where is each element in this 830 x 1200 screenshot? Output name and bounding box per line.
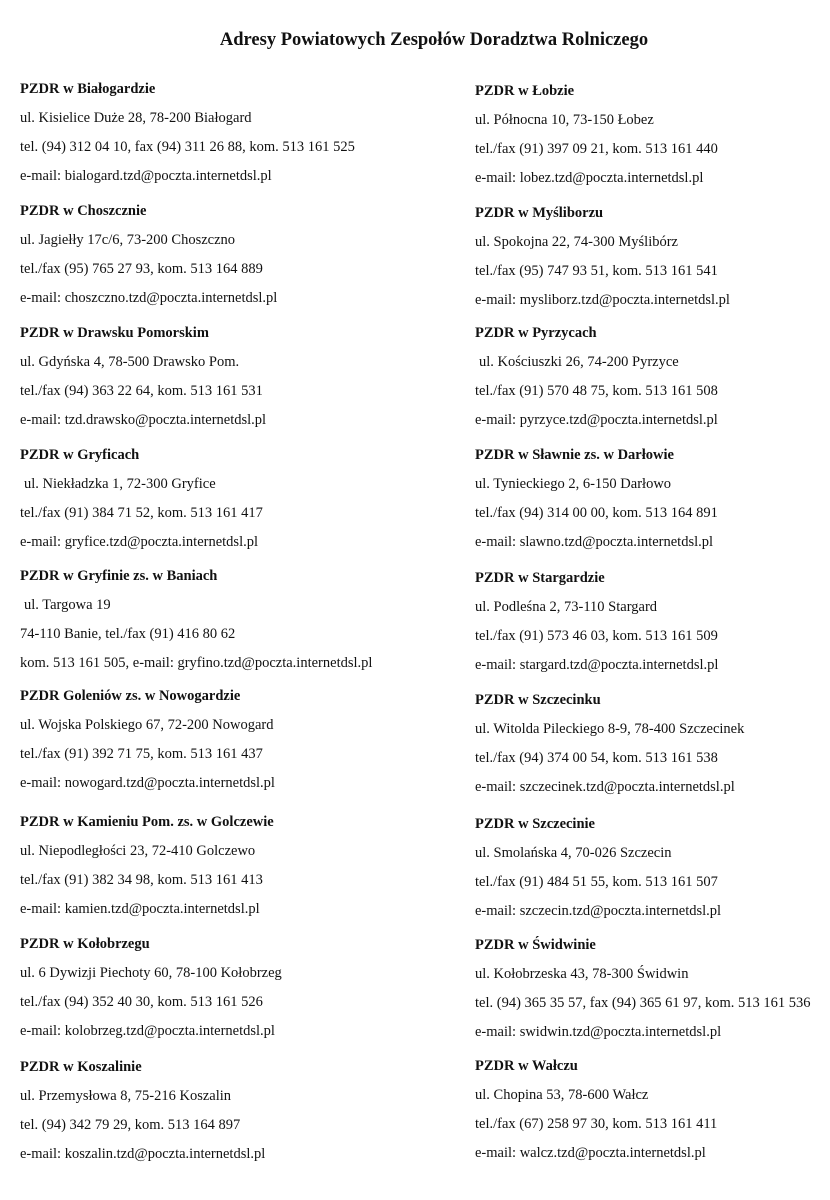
office-entry xyxy=(475,815,825,931)
office-entry xyxy=(20,813,420,929)
address-line: ul. Wojska Polskiego 67, 72-200 Nowogard xyxy=(20,717,274,733)
address-line: ul. Niekładzka 1, 72-300 Gryfice xyxy=(24,476,216,492)
address-line: ul. Niepodległości 23, 72-410 Golczewo xyxy=(20,843,256,859)
office-entry xyxy=(475,1057,825,1173)
office-name: PZDR w Wałczu xyxy=(475,1058,578,1074)
email-line: e-mail: swidwin.tzd@poczta.internetdsl.pl xyxy=(475,1024,722,1040)
phone-line: tel./fax (95) 765 27 93, kom. 513 164 889 xyxy=(20,261,263,277)
address-line: ul. Smolańska 4, 70-026 Szczecin xyxy=(475,845,672,861)
phone-line: tel./fax (91) 382 34 98, kom. 513 161 413 xyxy=(20,872,263,888)
office-name: PZDR w Koszalinie xyxy=(20,1059,142,1075)
page-title: Adresy Powiatowych Zespołów Doradztwa Rolniczego xyxy=(219,30,649,50)
office-name: PZDR w Gryfinie zs. w Baniach xyxy=(20,568,218,584)
email-line: e-mail: mysliborz.tzd@poczta.internetdsl.pl xyxy=(475,292,730,308)
address-line: ul. Kołobrzeska 43, 78-300 Świdwin xyxy=(475,966,689,982)
email-line: e-mail: kolobrzeg.tzd@poczta.internetdsl.pl xyxy=(20,1023,275,1039)
address-line: ul. Tynieckiego 2, 6-150 Darłowo xyxy=(475,476,672,492)
office-name: PZDR w Pyrzycach xyxy=(475,325,597,341)
address-line: ul. Targowa 19 xyxy=(24,597,111,613)
phone-line: tel./fax (95) 747 93 51, kom. 513 161 541 xyxy=(475,263,718,279)
office-name: PZDR w Białogardzie xyxy=(20,81,156,97)
phone-line: tel./fax (67) 258 97 30, kom. 513 161 411 xyxy=(475,1116,718,1132)
office-name: PZDR w Stargardzie xyxy=(475,570,605,586)
office-name: PZDR w Łobzie xyxy=(475,83,575,99)
office-name: PZDR w Świdwinie xyxy=(475,937,596,953)
email-line: e-mail: nowogard.tzd@poczta.internetdsl.pl xyxy=(20,775,275,791)
phone-line: tel. (94) 312 04 10, fax (94) 311 26 88, kom. 513 161 525 xyxy=(20,139,355,155)
phone-line: tel. (94) 365 35 57, fax (94) 365 61 97, kom. 513 161 536 xyxy=(475,995,811,1011)
office-entry xyxy=(475,936,825,1052)
office-entry xyxy=(20,446,420,562)
address-line: ul. Kisielice Duże 28, 78-200 Białogard xyxy=(20,110,252,126)
office-name: PZDR w Szczecinie xyxy=(475,816,595,832)
address-line: ul. Podleśna 2, 73-110 Stargard xyxy=(475,599,658,615)
office-entry xyxy=(475,204,825,320)
email-line: e-mail: gryfice.tzd@poczta.internetdsl.pl xyxy=(20,534,259,550)
email-line: e-mail: tzd.drawsko@poczta.internetdsl.pl xyxy=(20,412,267,428)
office-name: PZDR w Gryficach xyxy=(20,447,140,463)
address-line: ul. Witolda Pileckiego 8-9, 78-400 Szczecinek xyxy=(475,721,745,737)
address-line: ul. Spokojna 22, 74-300 Myślibórz xyxy=(475,234,678,250)
address-line: ul. Północna 10, 73-150 Łobez xyxy=(475,112,654,128)
office-entry xyxy=(20,935,420,1051)
office-name: PZDR w Kamieniu Pom. zs. w Golczewie xyxy=(20,814,274,830)
phone-line: tel./fax (91) 392 71 75, kom. 513 161 437 xyxy=(20,746,263,762)
phone-line: tel./fax (91) 484 51 55, kom. 513 161 507 xyxy=(475,874,718,890)
email-line: e-mail: pyrzyce.tzd@poczta.internetdsl.pl xyxy=(475,412,718,428)
phone-line: tel. (94) 342 79 29, kom. 513 164 897 xyxy=(20,1117,241,1133)
address-line: ul. Gdyńska 4, 78-500 Drawsko Pom. xyxy=(20,354,240,370)
email-line: e-mail: slawno.tzd@poczta.internetdsl.pl xyxy=(475,534,714,550)
address-line: ul. Kościuszki 26, 74-200 Pyrzyce xyxy=(479,354,679,370)
phone-line: tel./fax (94) 352 40 30, kom. 513 161 526 xyxy=(20,994,263,1010)
address-line: ul. Chopina 53, 78-600 Wałcz xyxy=(475,1087,649,1103)
office-entry xyxy=(20,1058,420,1174)
office-entry xyxy=(20,324,420,440)
phone-line: tel./fax (94) 363 22 64, kom. 513 161 531 xyxy=(20,383,263,399)
email-line: e-mail: bialogard.tzd@poczta.internetdsl.pl xyxy=(20,168,272,184)
office-entry xyxy=(475,82,825,198)
office-entry xyxy=(475,446,825,562)
email-line: e-mail: walcz.tzd@poczta.internetdsl.pl xyxy=(475,1145,706,1161)
office-entry xyxy=(20,202,420,318)
email-line: e-mail: lobez.tzd@poczta.internetdsl.pl xyxy=(475,170,704,186)
office-entry xyxy=(20,80,420,196)
office-name: PZDR w Drawsku Pomorskim xyxy=(20,325,209,341)
office-name: PZDR w Sławnie zs. w Darłowie xyxy=(475,447,674,463)
office-entry xyxy=(475,569,825,685)
address-line: ul. 6 Dywizji Piechoty 60, 78-100 Kołobrzeg xyxy=(20,965,282,981)
email-line: e-mail: choszczno.tzd@poczta.internetdsl.pl xyxy=(20,290,278,306)
phone-line: tel./fax (91) 397 09 21, kom. 513 161 440 xyxy=(475,141,718,157)
phone-line: tel./fax (94) 314 00 00, kom. 513 164 891 xyxy=(475,505,718,521)
email-line: e-mail: szczecin.tzd@poczta.internetdsl.pl xyxy=(475,903,722,919)
email-line: e-mail: stargard.tzd@poczta.internetdsl.pl xyxy=(475,657,719,673)
phone-line: tel./fax (91) 570 48 75, kom. 513 161 508 xyxy=(475,383,718,399)
phone-line: tel./fax (91) 384 71 52, kom. 513 161 417 xyxy=(20,505,263,521)
office-name: PZDR w Myśliborzu xyxy=(475,205,604,221)
phone-line: tel./fax (91) 573 46 03, kom. 513 161 509 xyxy=(475,628,718,644)
phone-line: tel./fax (94) 374 00 54, kom. 513 161 538 xyxy=(475,750,718,766)
office-entry xyxy=(20,567,420,683)
email-line: e-mail: szczecinek.tzd@poczta.internetdsl.pl xyxy=(475,779,735,795)
phone-line: 74-110 Banie, tel./fax (91) 416 80 62 xyxy=(20,626,236,642)
office-entry xyxy=(475,691,825,807)
office-entry xyxy=(20,687,420,803)
email-line: e-mail: koszalin.tzd@poczta.internetdsl.pl xyxy=(20,1146,266,1162)
address-line: ul. Jagiełły 17c/6, 73-200 Choszczno xyxy=(20,232,236,248)
office-name: PZDR w Kołobrzegu xyxy=(20,936,150,952)
email-line: kom. 513 161 505, e-mail: gryfino.tzd@poczta.internetdsl.pl xyxy=(20,655,373,671)
office-name: PZDR w Choszcznie xyxy=(20,203,147,219)
office-entry xyxy=(475,324,825,440)
office-name: PZDR w Szczecinku xyxy=(475,692,601,708)
email-line: e-mail: kamien.tzd@poczta.internetdsl.pl xyxy=(20,901,260,917)
office-name: PZDR Goleniów zs. w Nowogardzie xyxy=(20,688,241,704)
address-line: ul. Przemysłowa 8, 75-216 Koszalin xyxy=(20,1088,232,1104)
